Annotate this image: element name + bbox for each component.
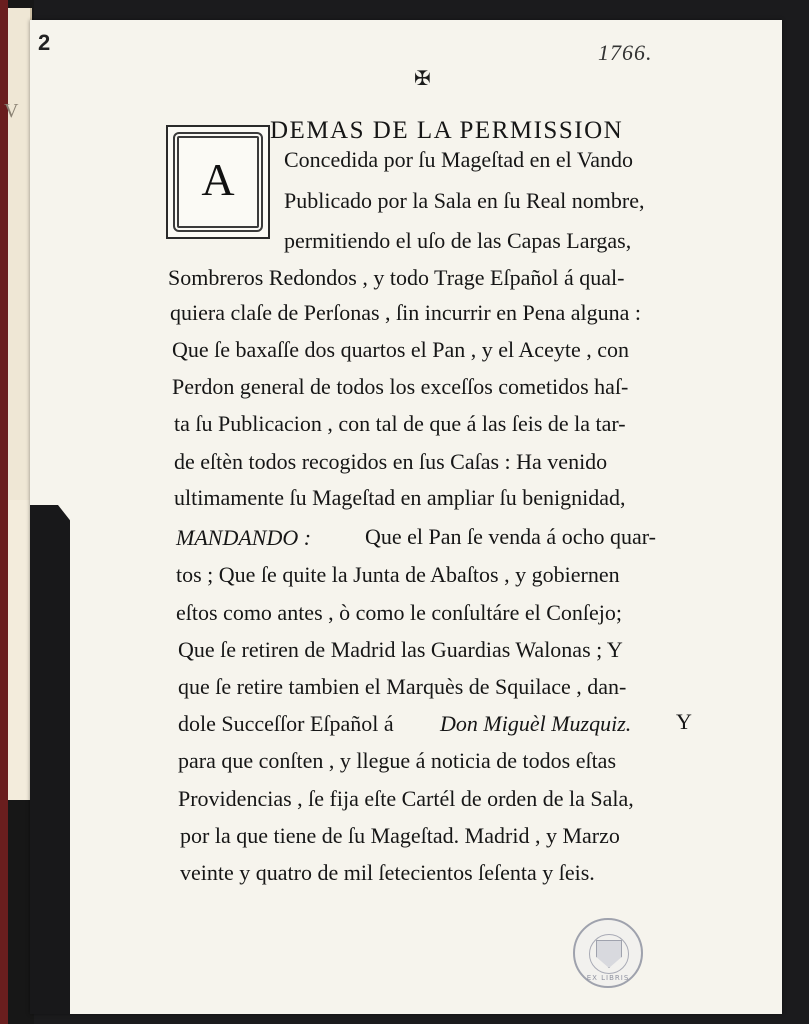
text-line: ta ſu Publicacion , con tal de que á las ſeis de la tar- bbox=[174, 411, 626, 436]
text-line: quiera claſe de Perſonas , ſin incurrir en Pena alguna : bbox=[170, 300, 641, 325]
text-line: tos ; Que ſe quite la Junta de Abaſtos , y gobiernen bbox=[176, 562, 620, 587]
text-line: veinte y quatro de mil ſetecientos ſeſenta y ſeis. bbox=[180, 860, 595, 885]
text-line: Publicado por la Sala en ſu Real nombre, bbox=[284, 188, 645, 213]
text-line: para que conſten , y llegue á noticia de todos eſtas bbox=[178, 748, 617, 773]
text-line: eſtos como antes , ò como le conſultáre el Conſejo; bbox=[176, 600, 622, 625]
sheet-fold-shadow bbox=[30, 505, 70, 1014]
text-line: Y bbox=[676, 709, 692, 734]
stamp-caption: EX LIBRIS bbox=[586, 974, 630, 982]
text-line: Sombreros Redondos , y todo Trage Eſpañol á qual- bbox=[168, 265, 625, 290]
text-line: permitiendo el uſo de las Capas Largas, bbox=[284, 228, 632, 253]
text-line: Que el Pan ſe venda á ocho quar- bbox=[365, 524, 656, 549]
text-line-italic: MANDANDO : bbox=[176, 525, 312, 550]
folio-number: 1766. bbox=[598, 40, 653, 65]
text-line: Concedida por ſu Mageſtad en el Vando bbox=[284, 147, 634, 172]
corner-mark: 2 bbox=[38, 30, 51, 55]
text-line: que ſe retire tambien el Marquès de Squilace , dan- bbox=[178, 674, 627, 699]
heading-line: DEMAS DE LA PERMISSION bbox=[270, 117, 624, 144]
text-line: Que ſe retiren de Madrid las Guardias Walonas ; Y bbox=[178, 637, 623, 662]
text-line: por la que tiene de ſu Mageſtad. Madrid , y Marzo bbox=[180, 823, 620, 848]
text-line: Providencias , ſe fija eſte Cartél de orden de la Sala, bbox=[178, 786, 634, 811]
cross-ornament-icon: ✠ bbox=[414, 68, 431, 90]
decorated-initial bbox=[166, 125, 270, 239]
side-letter: V bbox=[4, 100, 19, 122]
text-line: ultimamente ſu Mageſtad en ampliar ſu benignidad, bbox=[174, 485, 626, 510]
text-line: Perdon general de todos los exceſſos cometidos haſ- bbox=[172, 374, 629, 399]
book-page bbox=[8, 500, 31, 800]
initial-letter: A bbox=[201, 154, 235, 205]
library-stamp bbox=[573, 918, 643, 988]
text-line: de eſtèn todos recogidos en ſus Caſas : Ha venido bbox=[174, 449, 608, 474]
text-line: dole Succeſſor Eſpañol á bbox=[178, 711, 394, 736]
text-line: Que ſe baxaſſe dos quartos el Pan , y el Aceyte , con bbox=[172, 337, 629, 362]
book-edge bbox=[0, 0, 8, 1024]
text-line-italic: Don Miguèl Muzquiz. bbox=[440, 711, 632, 736]
